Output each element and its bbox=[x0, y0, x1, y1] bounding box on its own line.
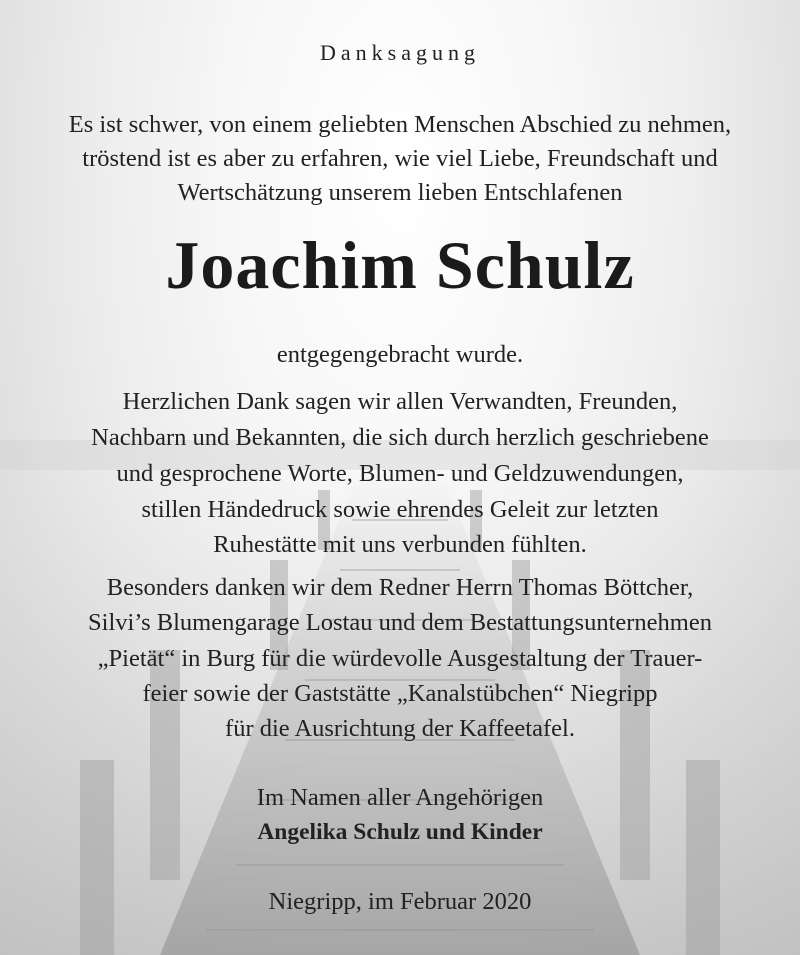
special-thanks-line-2: Silvi’s Blumengarage Lostau und dem Bestattungsunternehmen bbox=[88, 609, 712, 636]
thanks-line-5: Ruhestätte mit uns verbunden fühlten. bbox=[213, 531, 587, 558]
thanks-line-3: und gesprochene Worte, Blumen- und Geldzuwendungen, bbox=[116, 460, 684, 487]
heading: Danksagung bbox=[320, 40, 480, 65]
intro-end: entgegengebracht wurde. bbox=[276, 341, 524, 368]
special-thanks-line-3: „Pietät“ in Burg für die würdevolle Ausgestaltung der Trauer- bbox=[97, 645, 703, 672]
thanks-line-1: Herzlichen Dank sagen wir allen Verwandten, Freunden, bbox=[122, 388, 678, 415]
signature-line-2: Angelika Schulz und Kinder bbox=[257, 819, 543, 845]
special-thanks-line-4: feier sowie der Gaststätte „Kanalstübchen“ Niegripp bbox=[142, 680, 658, 707]
signature-line-1: Im Namen aller Angehörigen bbox=[256, 784, 544, 811]
thanks-line-2: Nachbarn und Bekannten, die sich durch herzlich geschriebene bbox=[91, 424, 709, 451]
thanks-line-4: stillen Händedruck sowie ehrendes Geleit zur letzten bbox=[141, 496, 659, 523]
special-thanks-line-1: Besonders danken wir dem Redner Herrn Thomas Böttcher, bbox=[106, 574, 694, 601]
intro-line-1: Es ist schwer, von einem geliebten Menschen Abschied zu nehmen, bbox=[68, 111, 732, 138]
intro-line-3: Wertschätzung unserem lieben Entschlafenen bbox=[177, 179, 623, 206]
deceased-name: Joachim Schulz bbox=[165, 227, 635, 303]
special-thanks-line-5: für die Ausrichtung der Kaffeetafel. bbox=[225, 715, 575, 742]
intro-line-2: tröstend ist es aber zu erfahren, wie viel Liebe, Freundschaft und bbox=[82, 145, 718, 172]
place-date: Niegripp, im Februar 2020 bbox=[268, 888, 532, 915]
